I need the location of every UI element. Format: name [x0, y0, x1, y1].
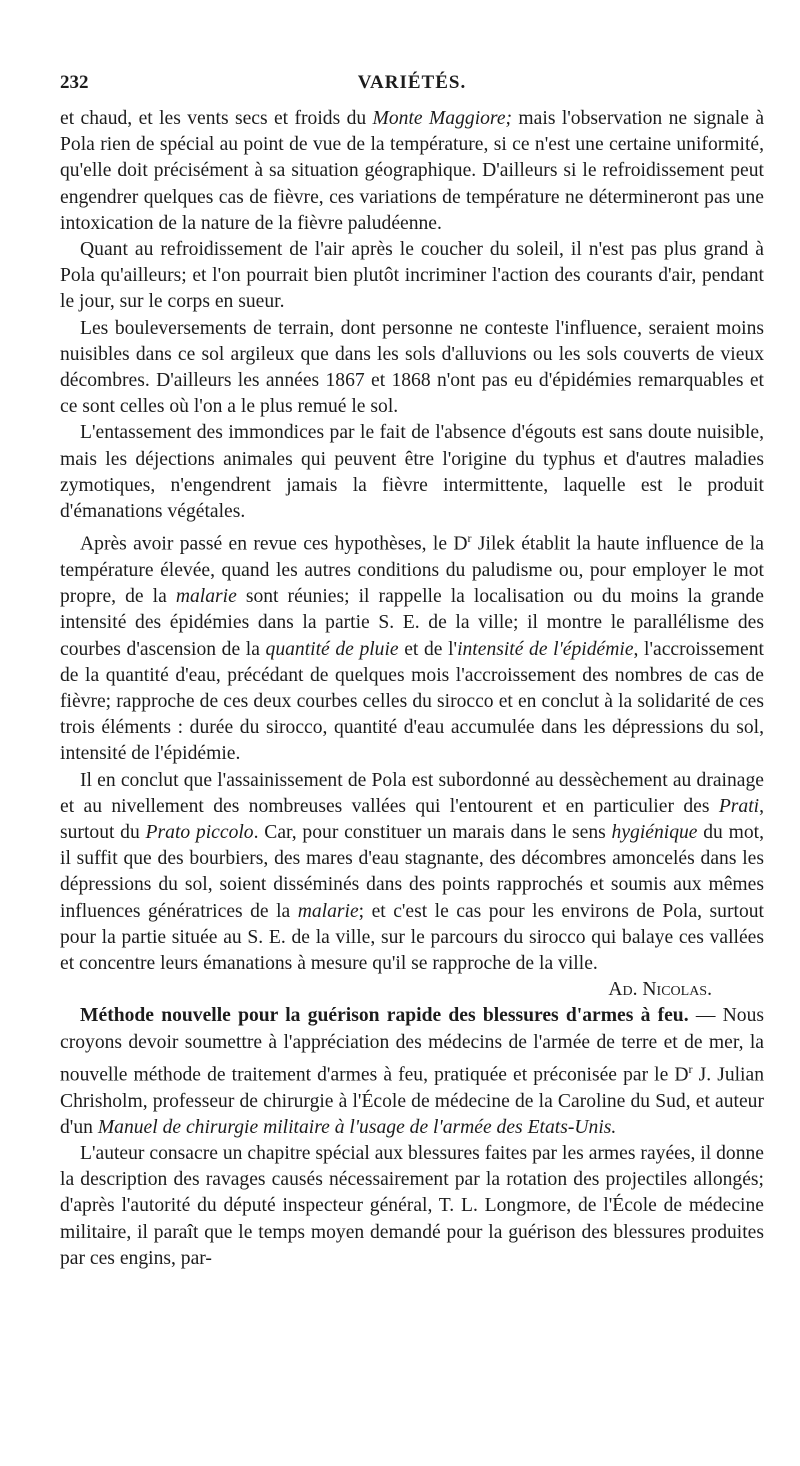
text-run: . Car, pour constituer un marais dans le sens [253, 822, 612, 844]
paragraph [60, 525, 764, 767]
text-run: et de l' [398, 638, 458, 660]
paragraph [60, 1003, 764, 1141]
italic-text: malarie [297, 900, 359, 922]
paragraph [60, 237, 764, 316]
text-run: L'entassement des immondices par le fait de l'absence d'égouts est sans doute nuisible, mais les déjections animales qui peuvent être l'origine du typhus et d'autres maladies zymotiques, n'engendrent jamais la fièvre intermittente, laquelle est le produit d'émanations végétales. [60, 422, 764, 523]
text-run: L'auteur consacre un chapitre spécial aux blessures faites par les armes rayées, il donne la description des ravages causés nécessairement par la rotation des projectiles allongés; d'après l'autorité du député inspecteur général, T. L. Longmore, de l'École de médecine militaire, il paraît que le temps moyen demandé pour la guérison des blessures produites par ces engins, par- [60, 1142, 764, 1269]
superscript-text: r [688, 1061, 693, 1076]
italic-text: Monte Maggiore; [372, 108, 513, 129]
italic-text: malarie [175, 586, 237, 608]
text-run: ; et c'est le cas pour les environs de Pola, surtout pour la partie située au S. E. de la ville, sur le parcours du sirocco qui balaye ces vallées et concentre leurs émanations à mesure qu'il se rapproche de la ville. [60, 900, 764, 975]
text-run: mais l'observation ne signale à Pola rien de spécial au point de vue de la température, si ce n'est une certaine uniformité, qu'elle doit précisément à sa situation géographique. D'ailleurs si le refroidissement peut engendrer quelques cas de fièvre, ces variations de température ne détermineront pas une intoxication de la nature de la fièvre paludéenne. [60, 108, 765, 234]
text-run: J. Julian Chrisholm, professeur de chirurgie à l'École de médecine de la Caroline du Sud, et auteur d'un [60, 1064, 764, 1138]
text-run: Ad. Nicolas. [608, 979, 712, 1001]
text-run: , surtout du [60, 795, 764, 844]
author-signature [60, 977, 764, 1003]
text-run: Quant au refroidissement de l'air après le coucher du soleil, il n'est pas plus grand à Pola qu'ailleurs; et l'on pourrait bien plutôt incriminer l'action des courants d'air, pendant le jour, sur le corps en sueur. [60, 239, 764, 313]
italic-text: hygiénique [611, 822, 698, 844]
italic-text: quantité de pluie [265, 638, 399, 660]
text-run: , l'accroissement de la quantité d'eau, précédant de quelques mois l'accroissement des nombres de cas de fièvre; rapproche de ces deux courbes celles du sirocco et en conclut à la solidarité de ces trois éléments : durée du sirocco, quantité d'eau accumulée dans les dépressions du sol, intensité de l'épidémie. [60, 638, 764, 765]
paragraph [60, 1141, 764, 1272]
paragraph [60, 768, 764, 978]
text-run: — Nous croyons devoir soumettre à l'appréciation des médecins de l'armée de terre et de mer, la nouvelle méthode de traitement d'armes à feu, pratiquée et préconisée par le D [60, 1005, 764, 1086]
text-run: Après avoir passé en revue ces hypothèses, le D [80, 533, 468, 555]
italic-text: Prati [718, 795, 760, 817]
running-title: VARIÉTÉS. [357, 72, 467, 93]
text-run: sont réunies; il rappelle la localisation ou du moins la grande intensité des épidémies dans la partie S. E. de la ville; il montre le parallélisme des courbes d'ascension de la [60, 586, 764, 660]
text-run: Il en conclut que l'assainissement de Pola est subordonné au dessèchement au drainage et au nivellement des nombreuses vallées qui l'entourent et en particulier des [60, 769, 764, 817]
paragraph [60, 420, 764, 525]
page-number: 232 [60, 72, 89, 93]
italic-text: Manuel de chirurgie militaire à l'usage de l'armée des Etats-Unis. [97, 1116, 617, 1138]
text-run: Jilek établit la haute influence de la température élevée, quand les autres conditions du paludisme ou, pour employer le mot propre, de la [60, 533, 765, 608]
italic-text: intensité de l'épidémie [457, 638, 634, 660]
paragraph [60, 106, 764, 237]
italic-text: Prato piccolo [145, 822, 254, 844]
section-title: Méthode nouvelle pour la guérison rapide des blessures d'armes à feu. [80, 1005, 689, 1027]
page-header [60, 72, 764, 102]
text-run: du mot, il suffit que des bourbiers, des mares d'eau stagnante, des décombres amoncelés dans les dépressions du sol, soient disséminés dans des points rapprochés et soumis aux mêmes influences génératrices de la [60, 822, 764, 922]
superscript-text: r [467, 531, 472, 546]
text-run: Les bouleversements de terrain, dont personne ne conteste l'influence, seraient moins nuisibles dans ce sol argileux que dans les sols d'alluvions ou les sols couverts de vieux décombres. D'ailleurs les années 1867 et 1868 n'ont pas eu d'épidémies remarquables et ce sont celles où l'on a le plus remué le sol. [60, 317, 764, 418]
paragraph [60, 316, 764, 421]
body-text [60, 106, 764, 1272]
text-run: et chaud, et les vents secs et froids du [60, 108, 373, 129]
